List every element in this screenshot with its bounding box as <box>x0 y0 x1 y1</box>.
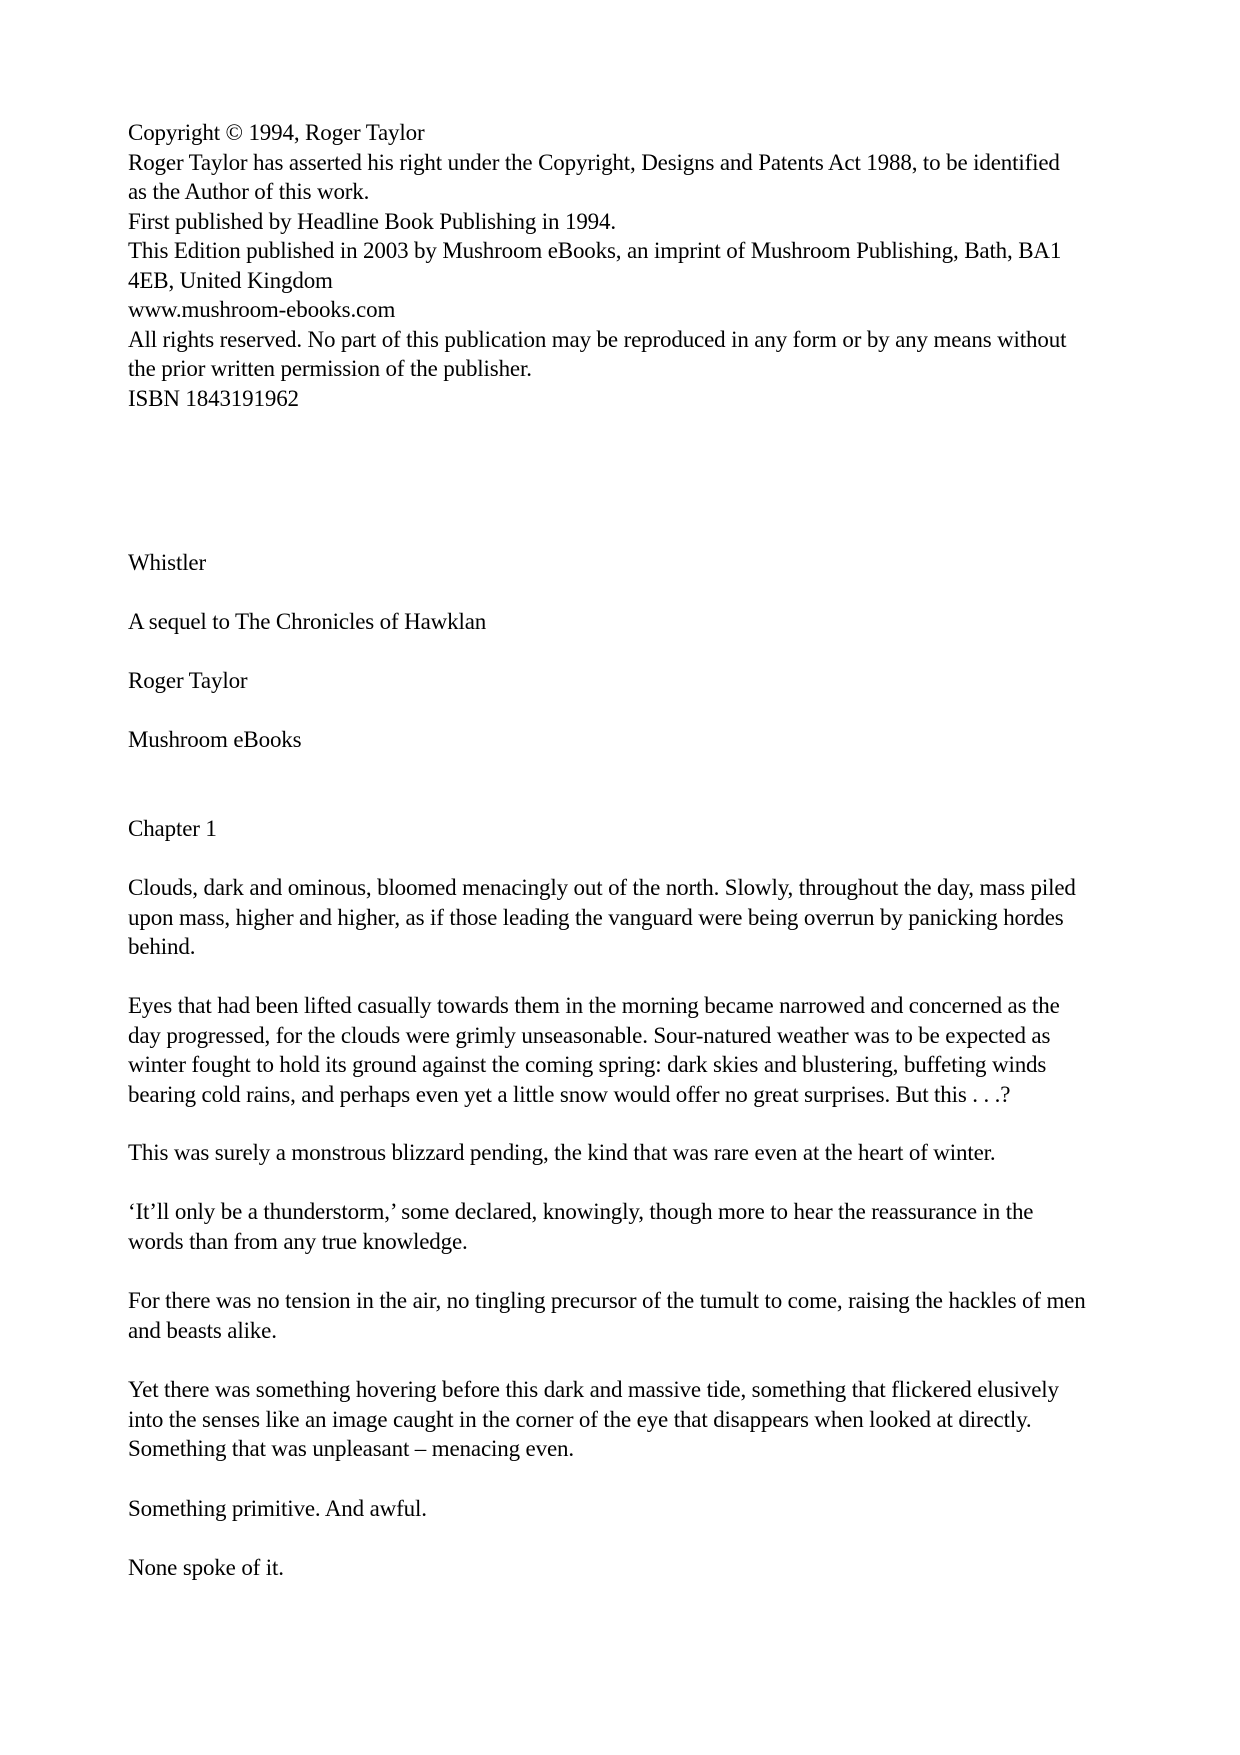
copyright-block <box>128 118 1118 413</box>
copyright-line: the prior written permission of the publisher. <box>128 356 532 381</box>
paragraph-line: None spoke of it. <box>128 1555 284 1580</box>
chapter-paragraph <box>128 1138 1118 1168</box>
chapter-paragraph <box>128 1197 1118 1256</box>
copyright-line: All rights reserved. No part of this publication may be reproduced in any form or by any means without <box>128 326 1067 352</box>
paragraph-line: upon mass, higher and higher, as if those leading the vanguard were being overrun by panicking hordes <box>128 904 1064 930</box>
chapter-heading-text: Chapter 1 <box>128 816 217 841</box>
book-subtitle <box>128 607 1118 637</box>
copyright-line: ISBN 1843191962 <box>128 385 299 411</box>
copyright-line: www.mushroom-ebooks.com <box>128 297 396 322</box>
book-author <box>128 666 1118 696</box>
chapter-paragraph <box>128 1494 1118 1524</box>
paragraph-line: Eyes that had been lifted casually towards them in the morning became narrowed and concerned as the <box>128 993 1060 1018</box>
chapter-paragraph <box>128 873 1118 962</box>
paragraph-line: behind. <box>128 934 196 959</box>
book-subtitle-text: A sequel to The Chronicles of Hawklan <box>128 609 487 634</box>
copyright-line: Roger Taylor has asserted his right under the Copyright, Designs and Patents Act 1988, to be identified <box>128 149 1060 175</box>
paragraph-line: into the senses like an image caught in the corner of the eye that disappears when looked at directly. <box>128 1406 1032 1432</box>
paragraph-line: bearing cold rains, and perhaps even yet a little snow would offer no great surprises. But this . . .? <box>128 1081 1011 1107</box>
book-publisher <box>128 725 1118 755</box>
paragraph-line: Something that was unpleasant – menacing even. <box>128 1436 574 1461</box>
chapter-paragraph <box>128 1286 1118 1345</box>
paragraph-line: For there was no tension in the air, no tingling precursor of the tumult to come, raising the hackles of men <box>128 1288 1086 1313</box>
paragraph-line: ‘It’ll only be a thunderstorm,’ some declared, knowingly, though more to hear the reassurance in the <box>128 1199 1034 1224</box>
paragraph-line: words than from any true knowledge. <box>128 1228 468 1254</box>
paragraph-line: day progressed, for the clouds were grimly unseasonable. Sour-natured weather was to be expected as <box>128 1022 1051 1048</box>
paragraph-line: This was surely a monstrous blizzard pending, the kind that was rare even at the heart of winter. <box>128 1140 996 1165</box>
paragraph-line: Yet there was something hovering before this dark and massive tide, something that flickered elusively <box>128 1377 1059 1402</box>
chapter-heading <box>128 814 1118 844</box>
paragraph-line: Something primitive. And awful. <box>128 1496 427 1521</box>
copyright-line: as the Author of this work. <box>128 179 370 204</box>
book-title-text: Whistler <box>128 550 206 575</box>
paragraph-line: winter fought to hold its ground against the coming spring: dark skies and blustering, buffeting winds <box>128 1052 1047 1077</box>
book-publisher-text: Mushroom eBooks <box>128 727 302 752</box>
copyright-line: This Edition published in 2003 by Mushroom eBooks, an imprint of Mushroom Publishing, Bath, BA1 <box>128 238 1062 263</box>
paragraph-line: and beasts alike. <box>128 1317 277 1343</box>
book-title <box>128 548 1118 578</box>
chapter-paragraph <box>128 1553 1118 1583</box>
copyright-line: First published by Headline Book Publishing in 1994. <box>128 208 616 234</box>
copyright-line: Copyright © 1994, Roger Taylor <box>128 120 425 145</box>
book-author-text: Roger Taylor <box>128 668 248 693</box>
paragraph-line: Clouds, dark and ominous, bloomed menacingly out of the north. Slowly, throughout the day, mass piled <box>128 875 1076 900</box>
chapter-paragraph <box>128 1375 1118 1464</box>
chapter-paragraph <box>128 991 1118 1109</box>
copyright-line: 4EB, United Kingdom <box>128 267 333 293</box>
